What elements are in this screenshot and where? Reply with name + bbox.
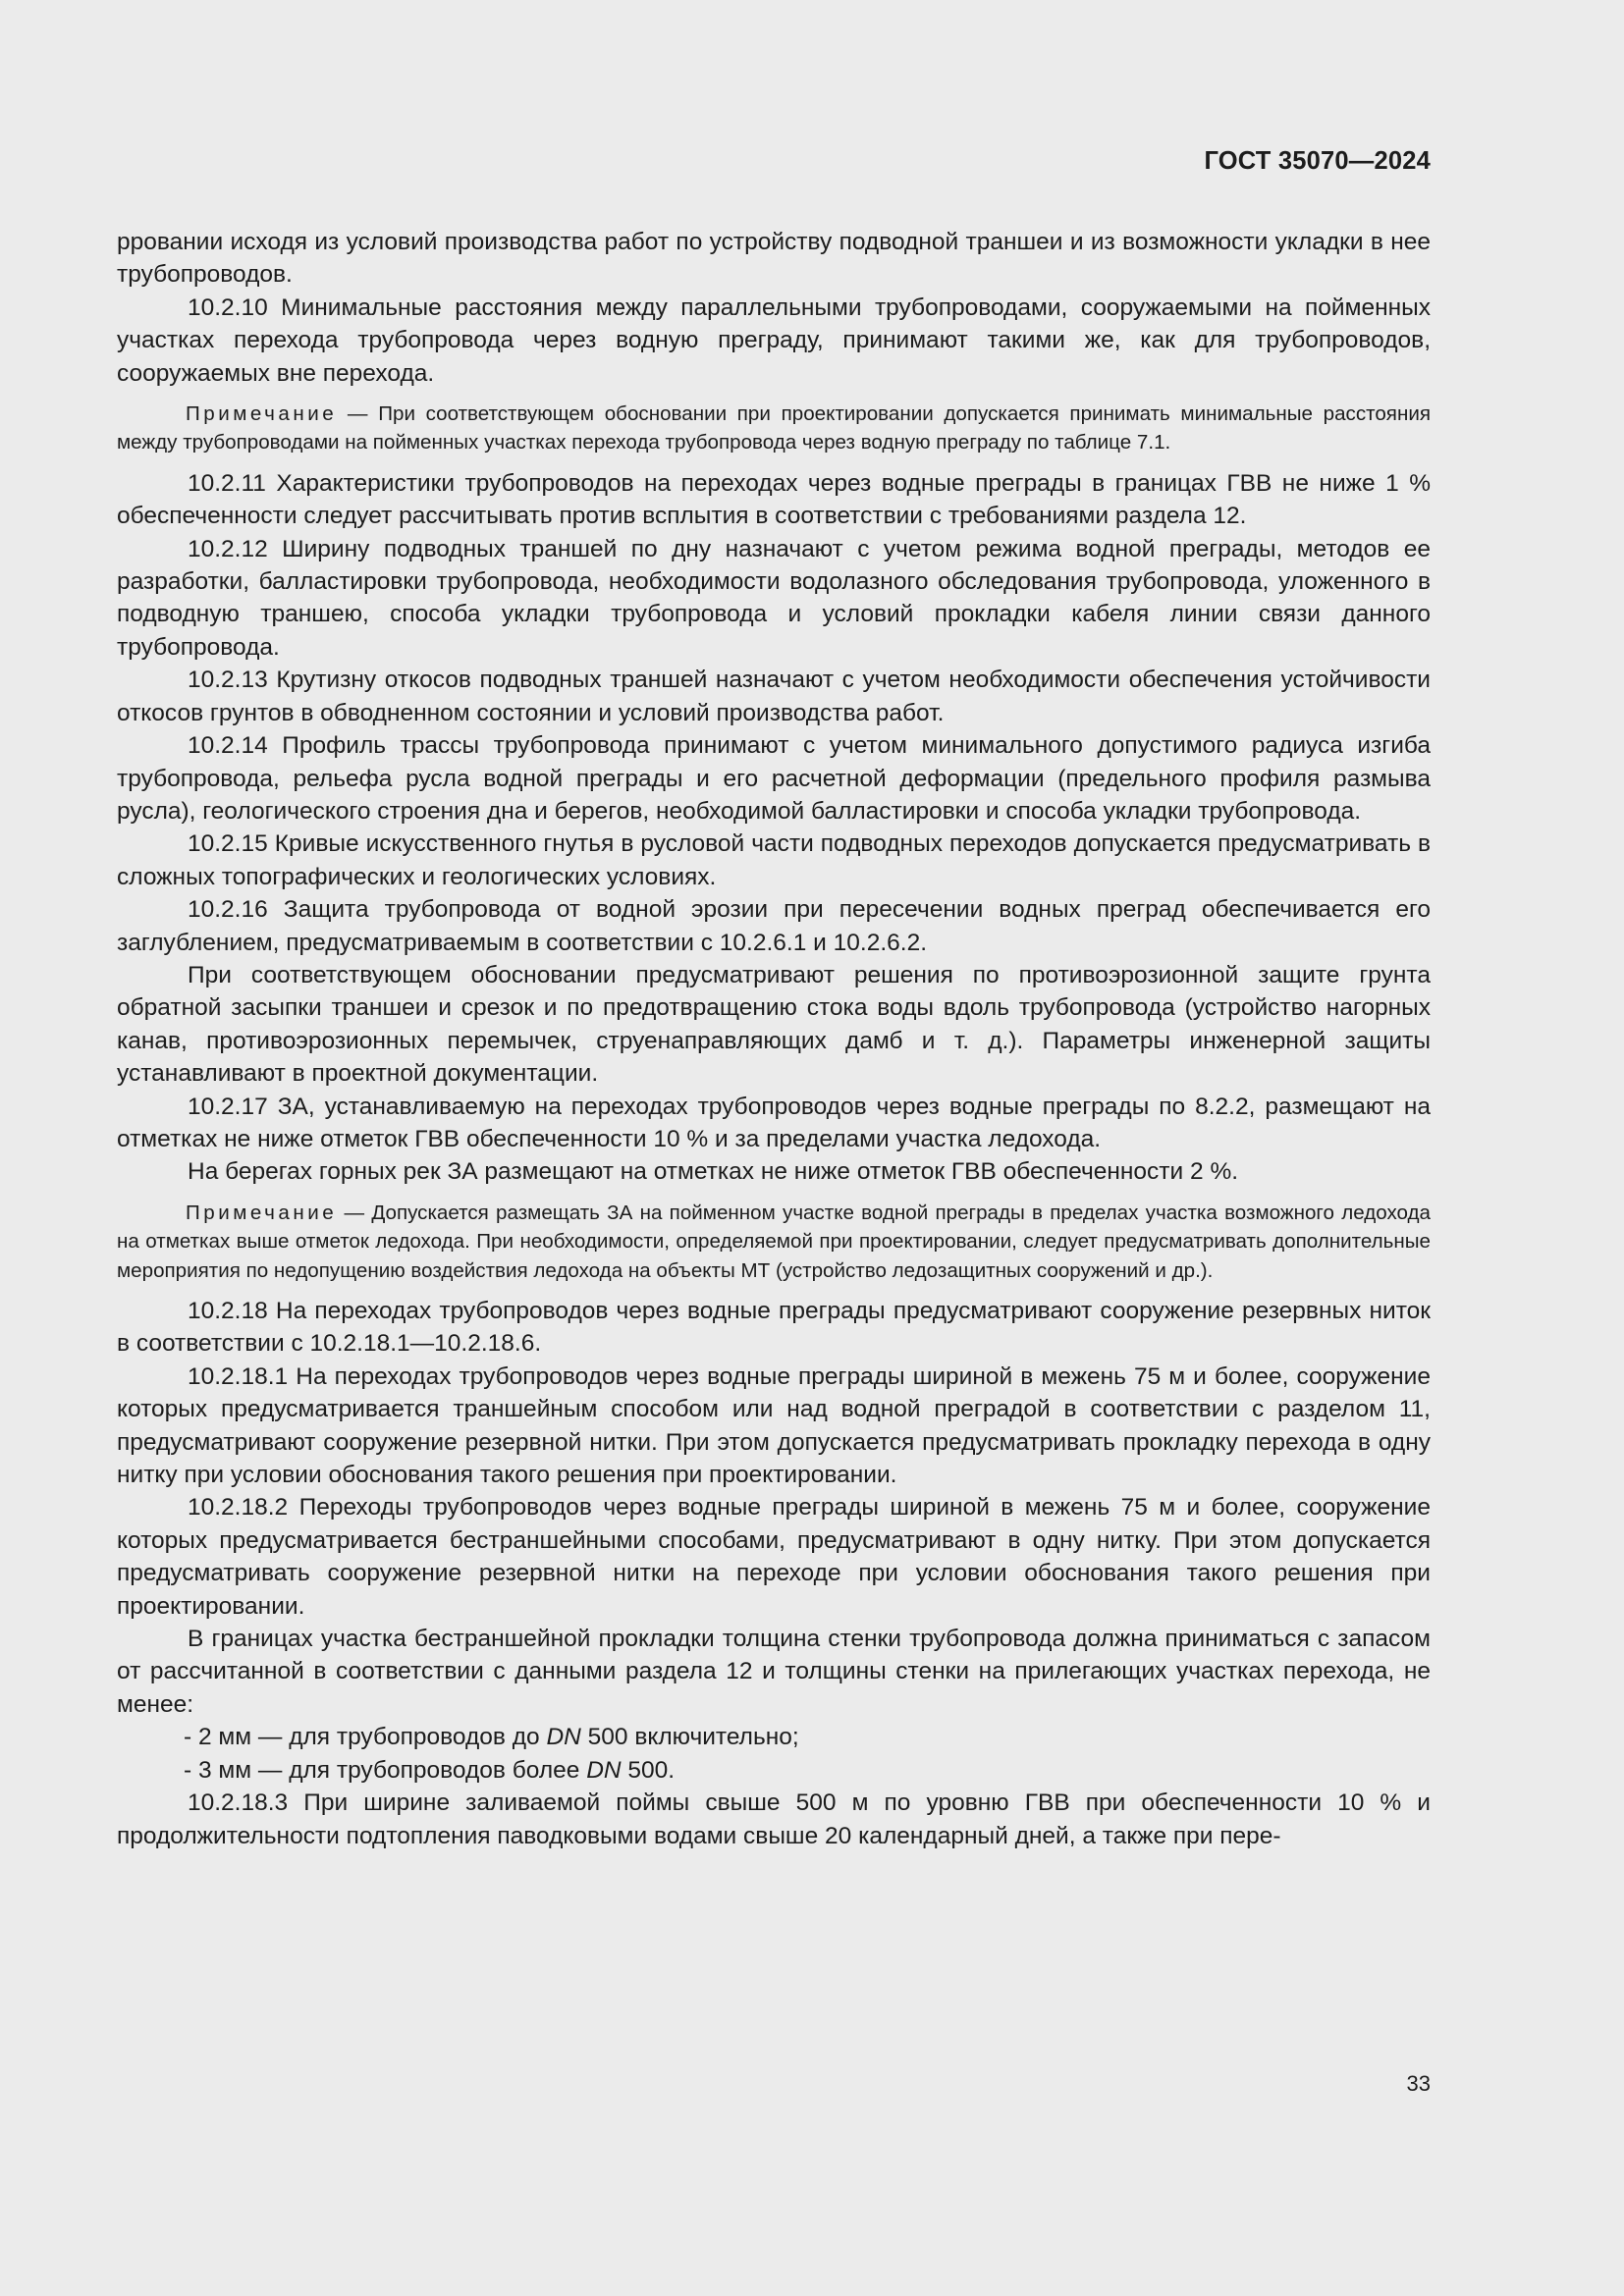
paragraph-continuation: рровании исходя из условий производства работ по устройству подводной траншеи и из возможности укладки в нее трубопроводов.	[117, 229, 1431, 289]
paragraph-10-2-10: 10.2.10 Минимальные расстояния между параллельными трубопроводами, сооружаемыми на пойменных участках перехода трубопровода через водную преграду, принимают такими же, как для трубопроводов, сооружаемых вне перехода.	[117, 294, 1431, 387]
paragraph-erosion-protection: При соответствующем обосновании предусматривают решения по противоэрозионной защите грунта обратной засыпки траншеи и срезок и по предотвращению стока воды вдоль трубопровода (устройство нагорных канав, противоэрозионных перемычек, струенаправляющих дамб и т. д.). Параметры инженерной защиты устанавливают в проектной документации.	[117, 961, 1431, 1088]
paragraph-10-2-18-1: 10.2.18.1 На переходах трубопроводов через водные преграды шириной в межень 75 м и более, сооружение которых предусматривается траншейным способом или над водной преградой в соответствии с разделом 11, предусматривают сооружение резервной нитки. При этом допускается предусматривать прокладку перехода в одну нитку при условии обоснования такого решения при проектировании.	[117, 1362, 1431, 1489]
paragraph-10-2-18-2: 10.2.18.2 Переходы трубопроводов через водные преграды шириной в межень 75 м и более, сооружение которых предусматривается бестраншейными способами, предусматривают в одну нитку. При этом допускается предусматривать сооружение резервной нитки на переходе при условии обоснования такого решения при проектировании.	[117, 1494, 1431, 1620]
note-block	[117, 1199, 1431, 1285]
paragraph-10-2-17: 10.2.17 ЗА, устанавливаемую на переходах трубопроводов через водные преграды по 8.2.2, размещают на отметках не ниже отметок ГВВ обеспеченности 10 % и за пределами участка ледохода.	[117, 1093, 1431, 1152]
document-body	[117, 226, 1431, 1852]
paragraph-10-2-15: 10.2.15 Кривые искусственного гнутья в русловой части подводных переходов допускается предусматривать в сложных топографических и геологических условиях.	[117, 830, 1431, 890]
list-item: - 2 мм — для трубопроводов до DN 500 включительно;	[184, 1724, 799, 1751]
note-label: Примечание	[186, 402, 338, 426]
page-number: 33	[1406, 2071, 1431, 2096]
document-header: ГОСТ 35070—2024	[1204, 147, 1431, 175]
paragraph-10-2-18: 10.2.18 На переходах трубопроводов через водные преграды предусматривают сооружение резервных ниток в соответствии с 10.2.18.1—10.2.18.6.	[117, 1298, 1431, 1358]
note-label: Примечание	[186, 1201, 338, 1224]
note-text: — Допускается размещать ЗА на пойменном участке водной преграды в пределах участка возможного ледохода на отметках выше отметок ледохода. При необходимости, определяемой при проектировании, следует предусматривать дополнительные мероприятия по недопущению воздействия ледохода на объекты МТ (устройство ледозащитных сооружений и др.).	[117, 1201, 1431, 1282]
paragraph-mountain-rivers: На берегах горных рек ЗА размещают на отметках не ниже отметок ГВВ обеспеченности 2 %.	[188, 1158, 1239, 1186]
paragraph-10-2-12: 10.2.12 Ширину подводных траншей по дну назначают с учетом режима водной преграды, методов ее разработки, балластировки трубопровода, необходимости водолазного обследования трубопровода, уложенного в подводную траншею, способа укладки трубопровода и условий прокладки кабеля линии связи данного трубопровода.	[117, 535, 1431, 661]
paragraph-10-2-16: 10.2.16 Защита трубопровода от водной эрозии при пересечении водных преград обеспечивается его заглублением, предусматриваемым в соответствии с 10.2.6.1 и 10.2.6.2.	[117, 896, 1431, 956]
paragraph-10-2-13: 10.2.13 Крутизну откосов подводных траншей назначают с учетом необходимости обеспечения устойчивости откосов грунтов в обводненном состоянии и условий производства работ.	[117, 667, 1431, 726]
note-text: — При соответствующем обосновании при проектировании допускается принимать минимальные расстояния между трубопроводами на пойменных участках перехода трубопровода через водную преграду по таблице 7.1.	[117, 402, 1431, 454]
paragraph-10-2-18-3: 10.2.18.3 При ширине заливаемой поймы свыше 500 м по уровню ГВВ при обеспеченности 10 % и продолжительности подтопления паводковыми водами свыше 20 календарный дней, а также при пере-	[117, 1789, 1431, 1849]
paragraph-trenchless-wall: В границах участка бестраншейной прокладки толщина стенки трубопровода должна приниматься с запасом от рассчитанной в соответствии с данными раздела 12 и толщины стенки на прилегающих участках перехода, не менее:	[117, 1626, 1431, 1718]
list-item: - 3 мм — для трубопроводов более DN 500.	[184, 1756, 676, 1784]
paragraph-10-2-11: 10.2.11 Характеристики трубопроводов на переходах через водные преграды в границах ГВВ не ниже 1 % обеспеченности следует рассчитывать против всплытия в соответствии с требованиями раздела 12.	[117, 469, 1431, 530]
paragraph-10-2-14: 10.2.14 Профиль трассы трубопровода принимают с учетом минимального допустимого радиуса изгиба трубопровода, рельефа русла водной преграды и его расчетной деформации (предельного профиля размыва русла), геологического строения дна и берегов, необходимой балластировки и способа укладки трубопровода.	[117, 732, 1431, 825]
note-block	[117, 400, 1431, 457]
